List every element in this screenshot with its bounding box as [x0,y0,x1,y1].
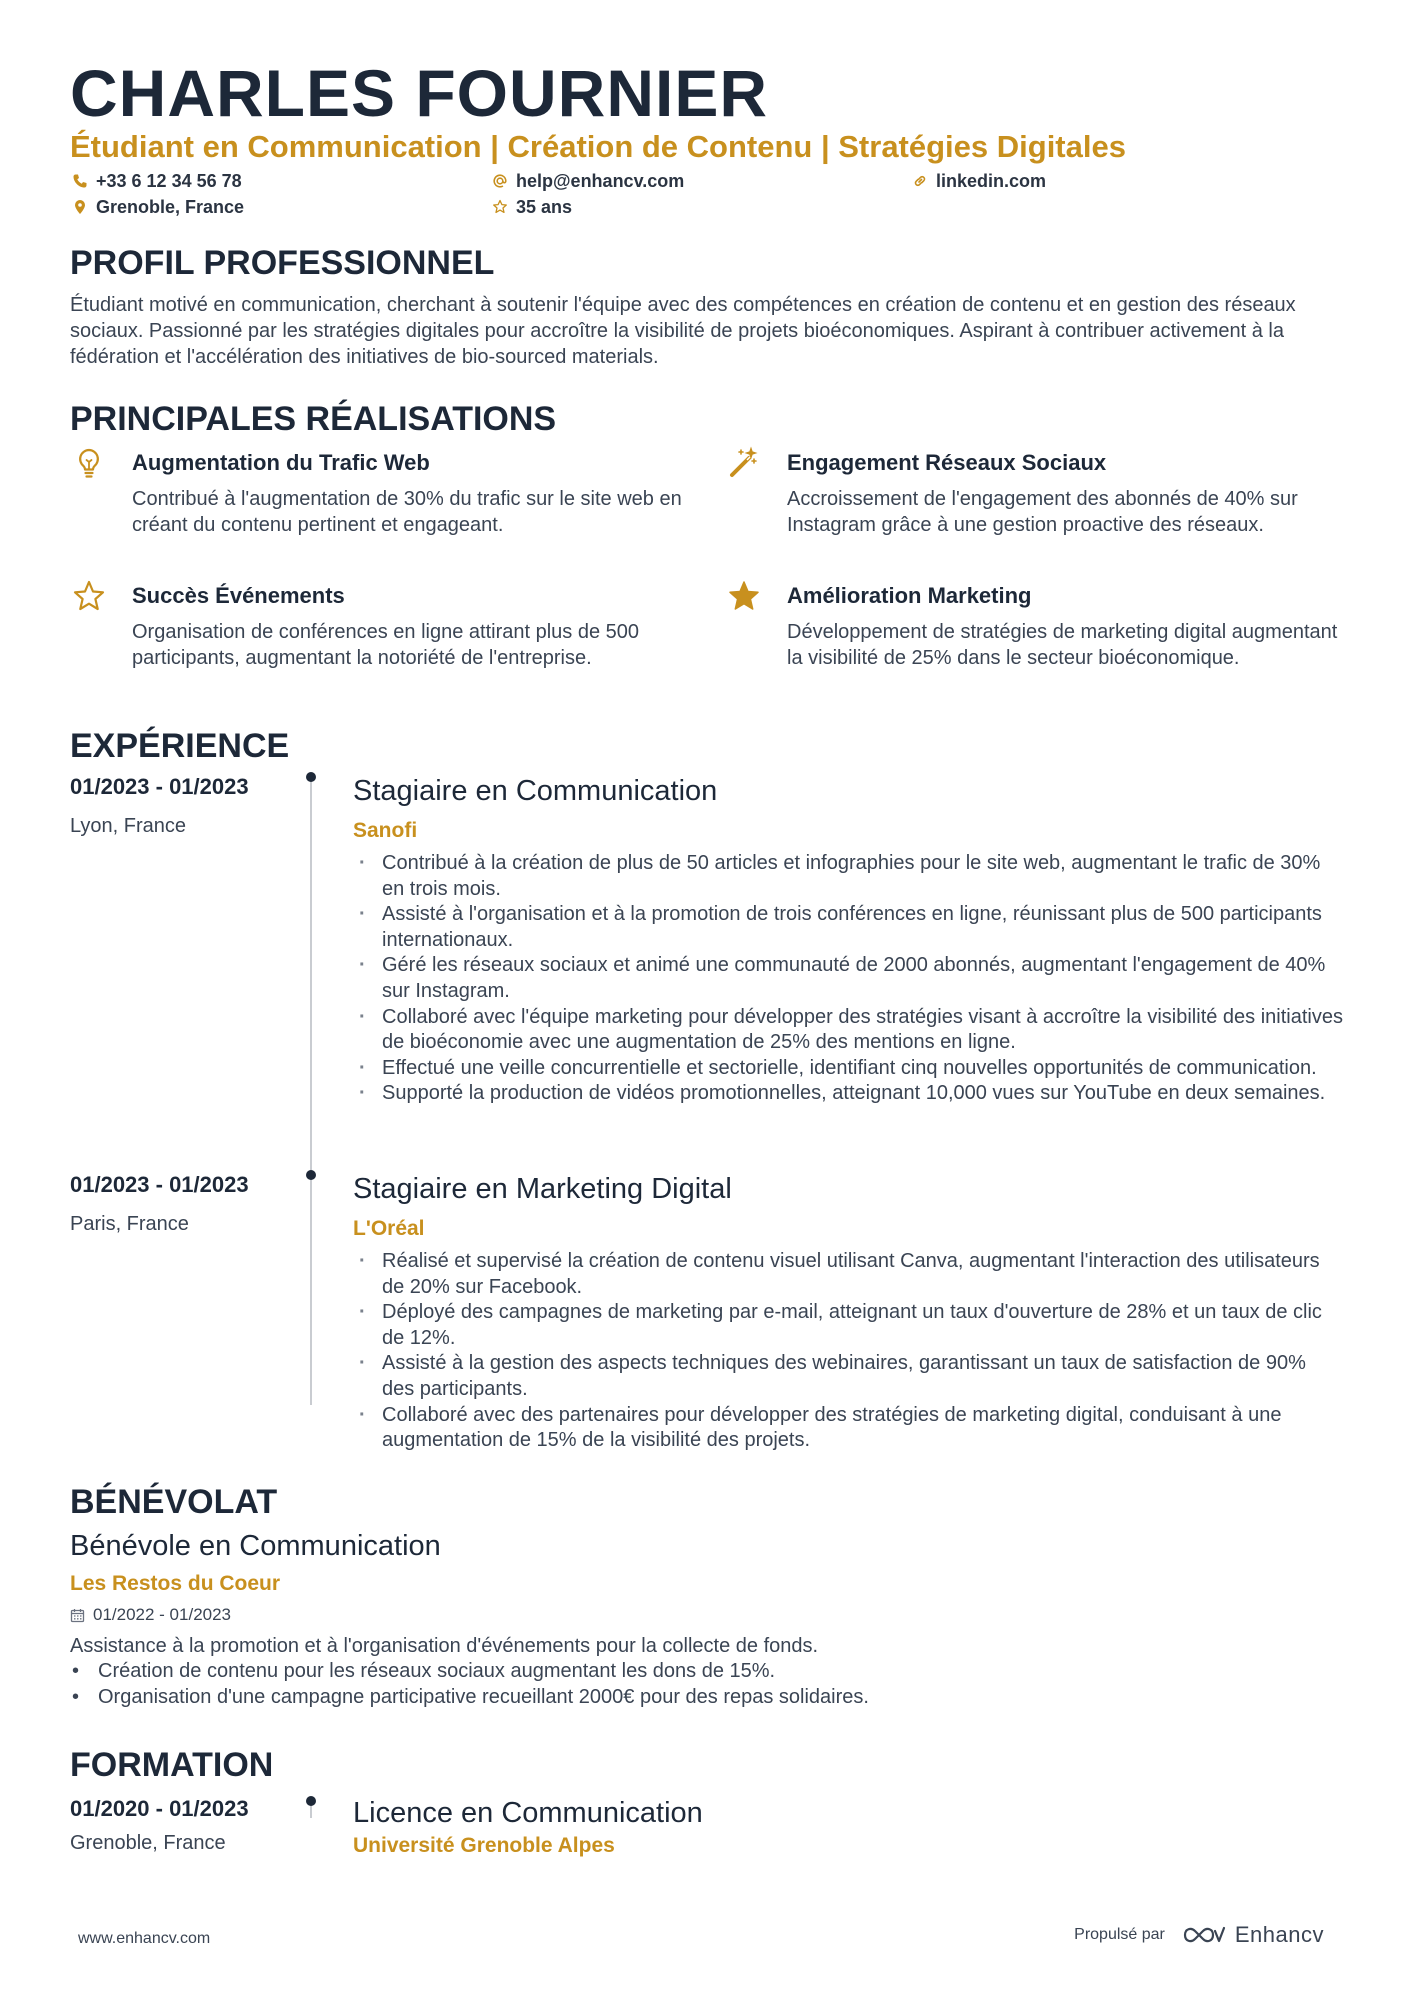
list-item: · Assisté à l'organisation et à la promotion de trois conférences en ligne, réunissant plus de 500 participants internationaux. [353,902,1343,953]
volunteer-dates-text: 01/2022 - 01/2023 [93,1605,232,1624]
timeline-dot [306,1796,316,1806]
achievements-heading: PRINCIPALES RÉALISATIONS [70,400,557,438]
degree-title: Licence en Communication [353,1797,703,1829]
star-filled-icon [727,579,761,613]
profile-heading: PROFIL PROFESSIONNEL [70,244,495,282]
footer-branding [1074,1922,1324,1948]
achievement-title: Succès Événements [132,583,345,608]
link-icon [912,173,928,189]
footer-website[interactable]: www.enhancv.com [78,1930,211,1947]
location-pin-icon [72,199,88,215]
contact-linkedin[interactable] [912,170,1046,192]
contact-age [492,196,572,218]
list-item: · Collaboré avec des partenaires pour développer des stratégies de marketing digital, conduisant à une augmentation de 15% de la visibilité des projets. [353,1403,1343,1454]
job-bullets [353,851,1343,1107]
candidate-headline: Étudiant en Communication | Création de Contenu | Stratégies Digitales [70,129,1126,164]
education-dates: 01/2020 - 01/2023 [70,1796,249,1821]
contact-email[interactable] [492,170,684,192]
age-text: 35 ans [516,197,573,217]
list-item: · Effectué une veille concurrentielle et sectorielle, identifiant cinq nouvelles opportunités de communication. [353,1056,1343,1082]
achievement-text: Contribué à l'augmentation de 30% du trafic sur le site web en créant du contenu pertinent et engageant. [132,488,682,536]
achievement-text: Développement de stratégies de marketing digital augmentant la visibilité de 25% dans le secteur bioéconomique. [787,621,1338,669]
candidate-name: CHARLES FOURNIER [70,56,769,130]
job-title: Stagiaire en Communication [353,775,718,807]
profile-text: Étudiant motivé en communication, cherchant à soutenir l'équipe avec des compétences en création de contenu et en gestion des réseaux sociaux. Passionné par les stratégies digitales pour accroître la visibilité de projets bioéconomiques. Aspirant à contribuer activement à la fédération et l'accélération des initiatives de bio-sourced materials. [70,294,1296,368]
job-dates: 01/2023 - 01/2023 [70,774,249,799]
contact-phone [72,170,242,192]
achievement-title: Amélioration Marketing [787,583,1032,608]
list-item: · Collaboré avec l'équipe marketing pour développer des stratégies visant à accroître la visibilité des initiatives de bioéconomie avec une augmentation de 25% des mentions en ligne. [353,1005,1343,1056]
enhancv-logo-icon [1181,1923,1227,1947]
achievement-title: Engagement Réseaux Sociaux [787,450,1107,475]
contact-location [72,196,244,218]
volunteer-description: Assistance à la promotion et à l'organisation d'événements pour la collecte de fonds. [70,1635,819,1657]
job-location: Paris, France [70,1213,189,1235]
list-item: · Contribué à la création de plus de 50 articles et infographies pour le site web, augmentant le trafic de 30% en trois mois. [353,851,1343,902]
location-text: Grenoble, France [96,197,245,217]
calendar-icon [70,1608,85,1623]
powered-by-label: Propulsé par [1074,1926,1165,1943]
at-icon [492,173,508,189]
list-item: · Supporté la production de vidéos promotionnelles, atteignant 10,000 vues sur YouTube en deux semaines. [353,1081,1343,1107]
list-item: · Réalisé et supervisé la création de contenu visuel utilisant Canva, augmentant l'interaction des utilisateurs de 20% sur Facebook. [353,1249,1343,1300]
education-location: Grenoble, France [70,1832,226,1854]
magic-wand-icon [727,446,761,480]
job-company: L'Oréal [353,1217,425,1240]
brand-logo[interactable] [1181,1922,1324,1948]
timeline-dot [306,1170,316,1180]
experience-heading: EXPÉRIENCE [70,727,290,765]
volunteer-organization: Les Restos du Coeur [70,1572,281,1595]
job-dates: 01/2023 - 01/2023 [70,1172,249,1197]
volunteer-role: Bénévole en Communication [70,1530,441,1562]
job-title: Stagiaire en Marketing Digital [353,1173,732,1205]
star-outline-icon [492,199,508,215]
job-location: Lyon, France [70,815,186,837]
timeline-line [310,777,312,1405]
lightbulb-icon [72,446,106,480]
education-heading: FORMATION [70,1746,274,1784]
list-item: · Géré les réseaux sociaux et animé une communauté de 2000 abonnés, augmentant l'engagement de 40% sur Instagram. [353,953,1343,1004]
school-name: Université Grenoble Alpes [353,1834,615,1857]
phone-icon [72,173,88,189]
star-outline-icon [72,579,106,613]
volunteer-bullets [70,1659,869,1710]
achievement-title: Augmentation du Trafic Web [132,450,430,475]
list-item: · Assisté à la gestion des aspects techniques des webinaires, garantissant un taux de satisfaction de 90% des participants. [353,1351,1343,1402]
achievement-text: Accroissement de l'engagement des abonnés de 40% sur Instagram grâce à une gestion proactive des réseaux. [787,488,1298,536]
job-company: Sanofi [353,819,418,842]
linkedin-text[interactable]: linkedin.com [936,171,1047,191]
list-item: · Déployé des campagnes de marketing par e-mail, atteignant un taux d'ouverture de 28% et un taux de clic de 12%. [353,1300,1343,1351]
list-item: • Création de contenu pour les réseaux sociaux augmentant les dons de 15%. [70,1659,869,1685]
phone-text: +33 6 12 34 56 78 [96,171,242,191]
email-text[interactable]: help@enhancv.com [516,171,685,191]
volunteer-dates [70,1605,231,1625]
job-bullets [353,1249,1343,1454]
achievement-text: Organisation de conférences en ligne attirant plus de 500 participants, augmentant la notoriété de l'entreprise. [132,621,640,669]
brand-name: Enhancv [1234,1922,1324,1947]
volunteering-heading: BÉNÉVOLAT [70,1483,278,1521]
list-item: • Organisation d'une campagne participative recueillant 2000€ pour des repas solidaires. [70,1685,869,1711]
timeline-dot [306,772,316,782]
